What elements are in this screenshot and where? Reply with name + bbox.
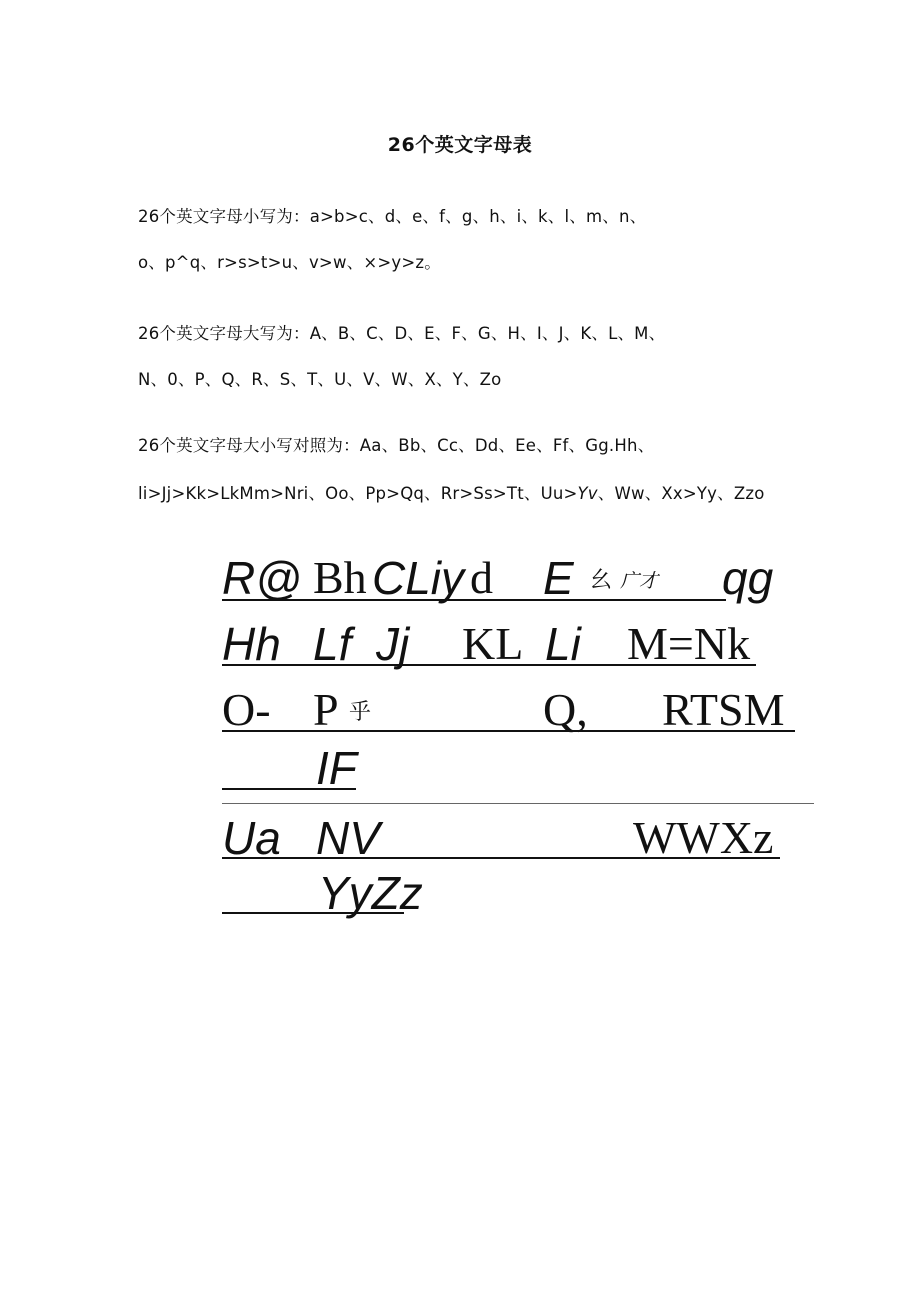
pairs-line-2-part-a: li>Jj>Kk>LkMm>Nri、Oo、Pp>Qq、Rr>Ss>Tt、Uu> — [138, 484, 578, 503]
hw-row2-underline — [222, 664, 756, 666]
lowercase-line-2: o、p^q、r>s>t>u、v>w、×>y>z。 — [138, 253, 441, 272]
hw-row5-b: NV — [316, 812, 380, 864]
hw-row1-a: R@ — [222, 552, 302, 604]
hw-row3-a: O- — [222, 684, 271, 735]
hw-row3-b: P — [313, 684, 339, 735]
hw-row1-e: E — [543, 552, 574, 604]
hw-row1-underline — [222, 599, 726, 601]
hw-row3-e: RTSM — [662, 684, 785, 735]
hw-row1-f: 幺 — [590, 568, 613, 593]
hw-row5-a: Ua — [222, 812, 281, 864]
hw-row1-g: 广才 — [620, 570, 659, 592]
hw-row2-e: Li — [545, 618, 581, 670]
hw-row4-underline — [222, 788, 356, 790]
hw-row3-c: 乎 — [349, 700, 372, 725]
hw-row1-c: CLiy — [372, 552, 465, 604]
pairs-line-1: 26个英文字母大小写对照为：Aa、Bb、Cc、Dd、Ee、Ff、Gg.Hh、 — [138, 436, 655, 455]
lowercase-line-1: 26个英文字母小写为：a>b>c、d、e、f、g、h、i、k、l、m、n、 — [138, 207, 647, 226]
uppercase-line-2: N、0、P、Q、R、S、T、U、V、W、X、Y、Zo — [138, 370, 502, 389]
hw-row2-b: Lf — [313, 618, 352, 670]
uppercase-line-1: 26个英文字母大写为：A、B、C、D、E、F、G、H、I、J、K、L、M、 — [138, 324, 666, 343]
pairs-line-2-part-c: 、Ww、Xx>Yy、Zzo — [597, 484, 765, 503]
hw-row4-a: IF — [316, 742, 357, 794]
hw-row2-c: Jj — [376, 618, 410, 670]
hw-row1-d: d — [470, 552, 493, 603]
hw-row6-a: YyZz — [318, 867, 423, 919]
hw-row6-underline — [222, 912, 404, 914]
page-title: 26个英文字母表 — [387, 134, 533, 156]
hw-row2-a: Hh — [222, 618, 281, 670]
hw-row5-c: WWXz — [633, 812, 774, 863]
hw-row5-underline — [222, 857, 780, 859]
hw-row1-h: qg — [722, 552, 774, 604]
pairs-line-2-part-b: Yv — [577, 484, 598, 503]
hw-row3-underline — [222, 730, 795, 732]
divider-line — [222, 803, 814, 804]
hw-row1-b: Bh — [313, 552, 367, 603]
hw-row2-d: KL — [462, 618, 524, 669]
pairs-line-2 — [138, 480, 765, 504]
hw-row2-f: M=Nk — [627, 618, 751, 669]
hw-row3-d: Q, — [543, 684, 588, 735]
